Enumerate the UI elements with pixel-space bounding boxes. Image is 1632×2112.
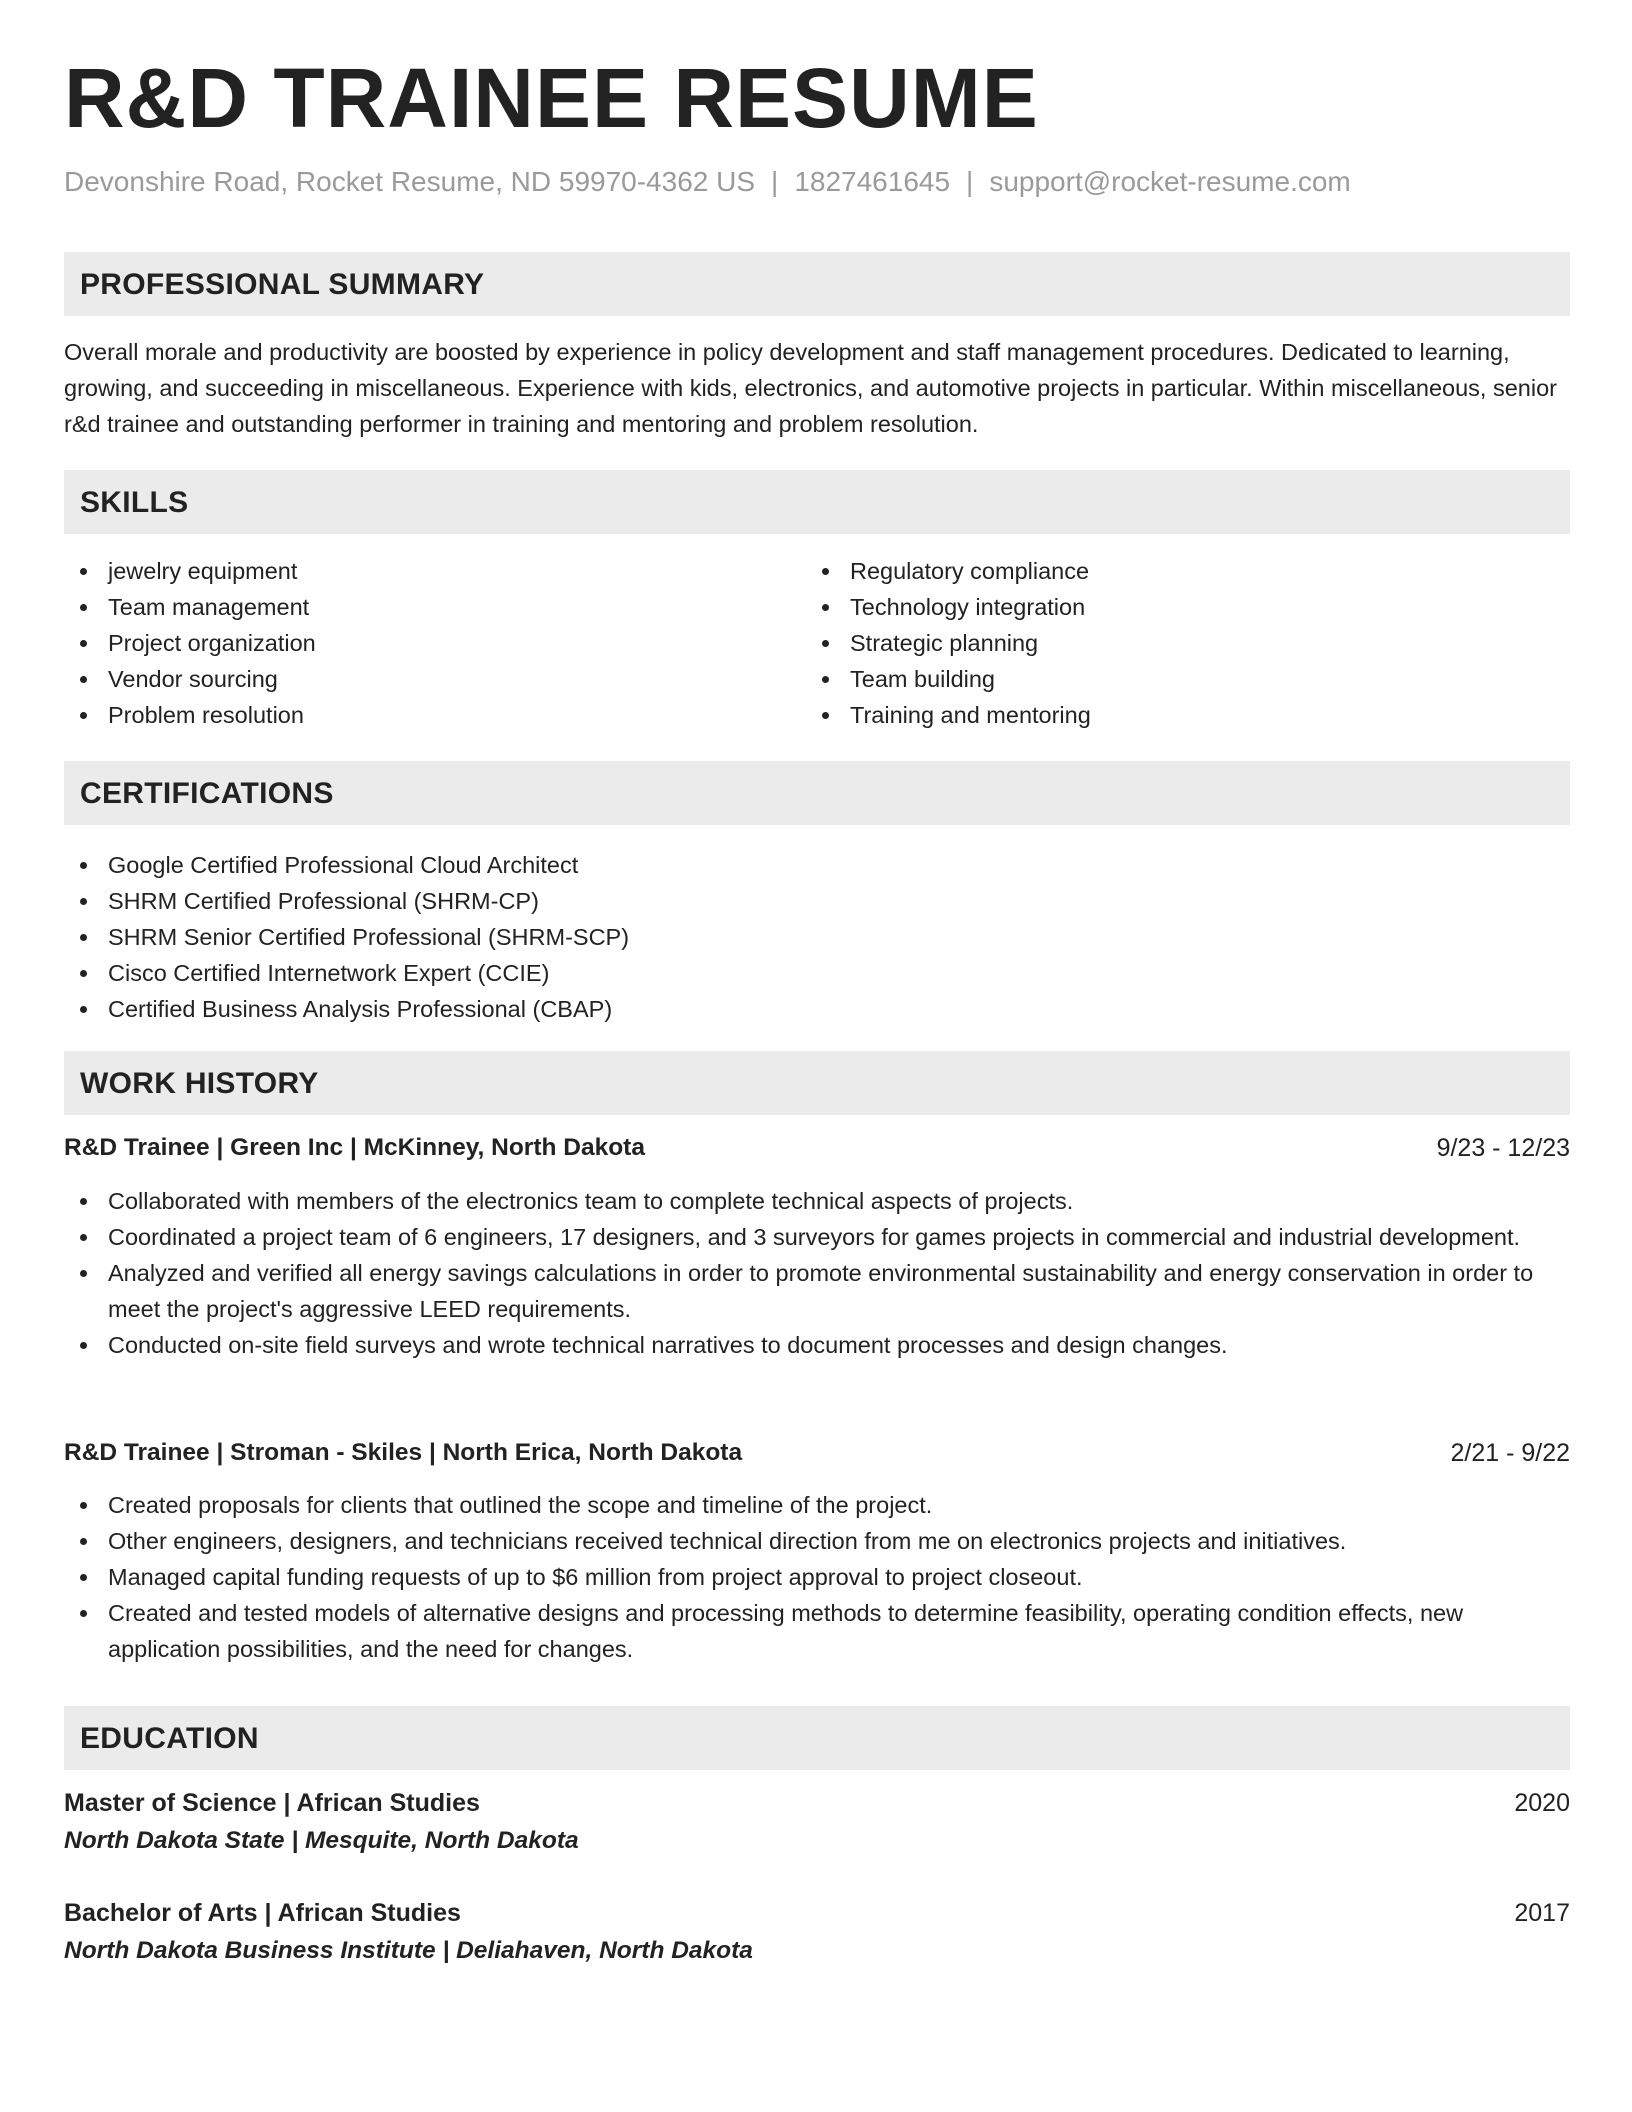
certifications-list [64, 847, 1570, 1027]
skill-item: Strategic planning [806, 625, 1546, 661]
job-bullet: Managed capital funding requests of up to $6 million from project approval to project closeout. [64, 1559, 1570, 1595]
section-header-skills [64, 470, 1570, 534]
education-entry [64, 1895, 1570, 1971]
contact-address: Devonshire Road, Rocket Resume, ND 59970-4362 US [64, 166, 756, 197]
section-header-work-history [64, 1051, 1570, 1115]
education-school: North Dakota Business Institute | Deliahaven, North Dakota [64, 1937, 753, 1964]
certification-item: Certified Business Analysis Professional (CBAP) [64, 991, 1570, 1027]
education-school: North Dakota State | Mesquite, North Dakota [64, 1827, 579, 1854]
job-bullet: Collaborated with members of the electronics team to complete technical aspects of projects. [64, 1183, 1570, 1219]
resume-title: R&D TRAINEE RESUME [64, 51, 1039, 145]
skills-list-right [806, 553, 1546, 733]
job-bullet: Conducted on-site field surveys and wrote technical narratives to document processes and design changes. [64, 1327, 1570, 1363]
section-title-certifications: CERTIFICATIONS [80, 777, 334, 810]
job-bullet: Created proposals for clients that outlined the scope and timeline of the project. [64, 1487, 1570, 1523]
section-header-summary [64, 252, 1570, 316]
job-bullet: Created and tested models of alternative designs and processing methods to determine feasibility, operating condition effects, new application possibilities, and the need for changes. [64, 1595, 1570, 1667]
job-bullet-list [64, 1487, 1570, 1667]
skill-item: Team building [806, 661, 1546, 697]
education-entry [64, 1785, 1570, 1861]
job-dates: 2/21 - 9/22 [1450, 1439, 1570, 1467]
skill-item: jewelry equipment [64, 553, 804, 589]
job-dates: 9/23 - 12/23 [1436, 1134, 1570, 1162]
skill-item: Team management [64, 589, 804, 625]
skill-item: Technology integration [806, 589, 1546, 625]
job-bullet: Analyzed and verified all energy savings calculations in order to promote environmental sustainability and energy conservation in order to meet the project's aggressive LEED requirements. [64, 1255, 1570, 1327]
skill-item: Regulatory compliance [806, 553, 1546, 589]
section-header-certifications [64, 761, 1570, 825]
certification-item: SHRM Senior Certified Professional (SHRM-SCP) [64, 919, 1570, 955]
job-bullet: Coordinated a project team of 6 engineers, 17 designers, and 3 surveyors for games projects in commercial and industrial development. [64, 1219, 1570, 1255]
contact-phone: 1827461645 [794, 166, 951, 197]
skills-list-left [64, 553, 804, 733]
job-header [64, 1435, 1570, 1471]
section-title-skills: SKILLS [80, 486, 189, 519]
education-year: 2017 [1514, 1899, 1570, 1927]
skill-item: Training and mentoring [806, 697, 1546, 733]
summary-text: Overall morale and productivity are boosted by experience in policy development and staff management procedures. Dedicated to learning, growing, and succeeding in miscellaneous. Experience with kids, electronics, and automotive projects in particular. Within miscellaneous, senior r&d trainee and outstanding performer in training and mentoring and problem resolution. [64, 339, 1557, 437]
skill-item: Project organization [64, 625, 804, 661]
job-title: R&D Trainee | Stroman - Skiles | North Erica, North Dakota [64, 1439, 743, 1466]
job-title: R&D Trainee | Green Inc | McKinney, North Dakota [64, 1134, 645, 1161]
job-bullet-list [64, 1183, 1570, 1363]
certification-item: Cisco Certified Internetwork Expert (CCIE) [64, 955, 1570, 991]
section-title-work-history: WORK HISTORY [80, 1067, 319, 1100]
section-header-education [64, 1706, 1570, 1770]
contact-line [64, 168, 1351, 196]
contact-separator: | [771, 166, 779, 197]
job-header [64, 1130, 1570, 1166]
education-degree: Bachelor of Arts | African Studies [64, 1899, 461, 1927]
education-degree: Master of Science | African Studies [64, 1789, 480, 1817]
certification-item: Google Certified Professional Cloud Architect [64, 847, 1570, 883]
contact-email: support@rocket-resume.com [989, 166, 1351, 197]
education-year: 2020 [1514, 1789, 1570, 1817]
section-title-education: EDUCATION [80, 1722, 259, 1755]
section-title-summary: PROFESSIONAL SUMMARY [80, 268, 485, 301]
certification-item: SHRM Certified Professional (SHRM-CP) [64, 883, 1570, 919]
contact-separator: | [966, 166, 974, 197]
skill-item: Vendor sourcing [64, 661, 804, 697]
skill-item: Problem resolution [64, 697, 804, 733]
job-bullet: Other engineers, designers, and technicians received technical direction from me on electronics projects and initiatives. [64, 1523, 1570, 1559]
